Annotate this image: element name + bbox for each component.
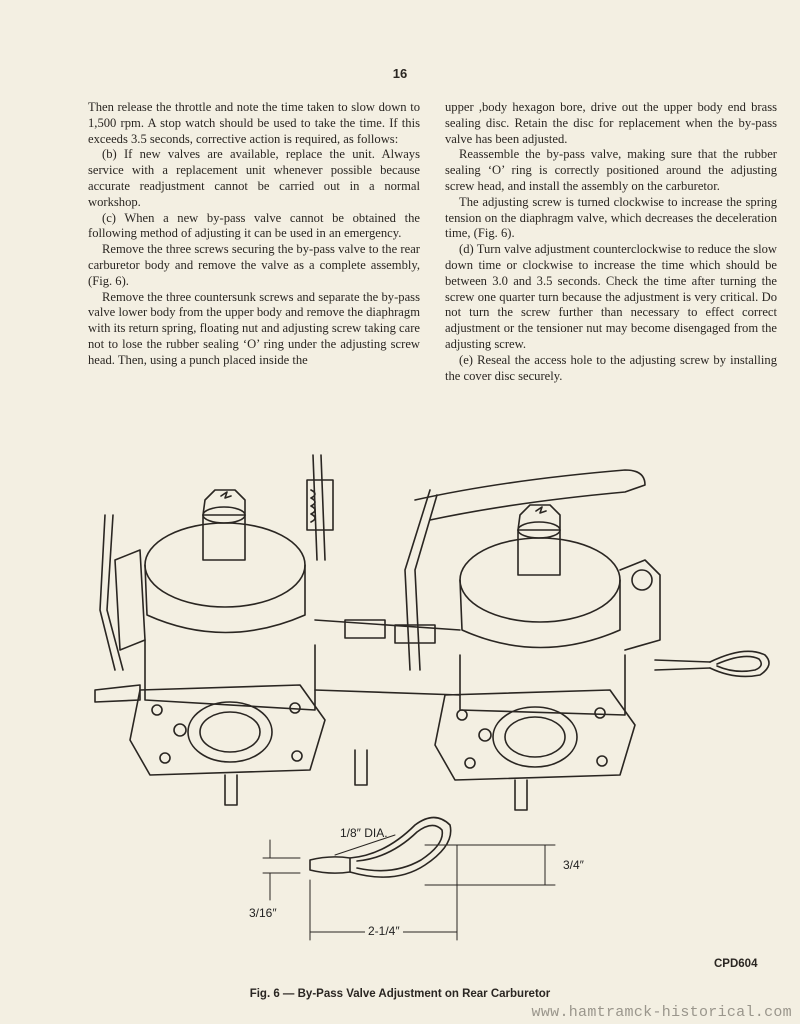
paragraph: (c) When a new by-pass valve cannot be obtained the following method of adjusting it can be used in an emergency. (88, 210, 420, 241)
paragraph: (d) Turn valve adjustment counterclockwise to reduce the slow down time or clockwise to increase the time which should be between 3.0 and 3.5 seconds. Check the time after turning the screw one quarter turn because the adjustment is very critical. Do not turn the screw further than necessary to effect correct adjustment or the tensioner nut may become disengaged from the adjusting screw. (445, 242, 777, 351)
dimension-length: 2-1/4″ (365, 924, 403, 938)
paragraph: The adjusting screw is turned clockwise to increase the spring tension on the diaphragm valve, which decreases the deceleration time, (Fig. 6). (445, 194, 777, 241)
paragraph: Reassemble the by-pass valve, making sure that the rubber sealing ‘O’ ring is correctly positioned around the adjusting screw head, and install the assembly on the carburetor. (445, 147, 777, 193)
watermark: www.hamtramck-historical.com (531, 1004, 792, 1021)
figure-caption: Fig. 6 — By-Pass Valve Adjustment on Rear Carburetor (249, 988, 551, 1000)
paragraph: Then release the throttle and note the time taken to slow down to 1,500 rpm. A stop watch should be used to take the time. If this exceeds 3.5 seconds, corrective action is required, as follows: (88, 100, 420, 146)
paragraph: (b) If new valves are available, replace the unit. Always service with a replacement unit whenever possible because accurate readjustment cannot be carried out in a normal workshop. (88, 147, 420, 209)
right-text-column (445, 100, 777, 384)
dimension-height-left: 3/16″ (249, 906, 277, 920)
paragraph: (e) Reseal the access hole to the adjusting screw by installing the cover disc securely. (445, 352, 777, 383)
carburetor-illustration (85, 440, 785, 950)
paragraph: Remove the three countersunk screws and separate the by-pass valve lower body from the upper body and remove the diaphragm with its return spring, floating nut and adjusting screw taking care not to lose the rubber sealing ‘O’ ring under the adjusting screw head. Then, using a punch placed inside the (88, 289, 420, 367)
paragraph: upper ,body hexagon bore, drive out the upper body end brass sealing disc. Retain the disc for replacement when the by-pass valve has been adjusted. (445, 100, 777, 146)
left-text-column (88, 100, 420, 369)
dimension-height-right: 3/4″ (563, 858, 584, 872)
dimension-diameter: 1/8″ DIA. (340, 826, 388, 840)
page-number: 16 (392, 66, 408, 81)
paragraph: Remove the three screws securing the by-pass valve to the rear carburetor body and remove the valve as a complete assembly, (Fig. 6). (88, 242, 420, 288)
figure-code: CPD604 (714, 958, 758, 970)
